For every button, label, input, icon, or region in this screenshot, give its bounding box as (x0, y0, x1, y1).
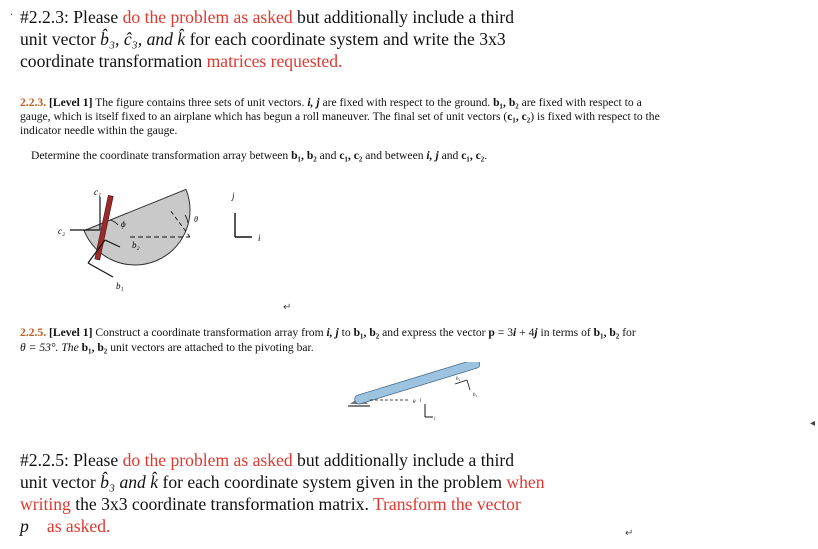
label-phi: ϕ (121, 219, 126, 229)
side-marker: ◂ (810, 418, 816, 429)
label-i: i (434, 417, 436, 422)
paragraph-return-mark-2: ↵ (625, 528, 634, 539)
label-b1: b₁ (116, 281, 124, 291)
label-i: i (258, 233, 261, 243)
label-theta: θ (413, 400, 416, 405)
label-b2: b₂ (132, 240, 140, 250)
tb225-line2: θ = 53°. The b₁, b₂ unit vectors are attached to the pivoting bar. (20, 341, 314, 354)
tb225-line1: 2.2.5. [Level 1] Construct a coordinate transformation array from i, j to b₁, b₂ and express the vector p = 3i + 4j in terms of b₁, b₂ for (20, 326, 636, 339)
paragraph-return-mark: ↵ (283, 302, 292, 313)
tb223-determine: Determine the coordinate transformation array between b₁, b₂ and c₁, c₂ and between i, j and c₁, c₂. (31, 149, 488, 162)
label-c2: c₂ (58, 226, 66, 236)
problem-225-line2: unit vector b̂₃ and k̂ for each coordinate system given in the problem when (20, 472, 545, 492)
problem-223-line1: #2.2.3: Please do the problem as asked but additionally include a third (20, 7, 514, 27)
label-theta: θ (194, 215, 198, 224)
label-j: j (420, 398, 422, 403)
problem-223-line2: unit vector b̂₃, ĉ₃, and k̂ for each coordinate system and write the 3x3 (20, 29, 506, 49)
pivoting-bar (354, 362, 481, 405)
tb223-line2: gauge, which is itself fixed to an airplane which has begun a roll maneuver. The final set of unit vectors (c₁, c₂) is fixed with respect to the (20, 110, 660, 123)
label-b1: b₁ (456, 377, 461, 382)
problem-225-line3: writing the 3x3 coordinate transformation matrix. Transform the vector (20, 494, 521, 514)
label-c1: c₁ (94, 187, 102, 197)
problem-225-line4: p⃗ as asked. (20, 516, 111, 536)
b1-arrow-line (88, 263, 113, 277)
bullet-marker: · (10, 10, 14, 21)
tb223-line1: 2.2.3. [Level 1] The figure contains three sets of unit vectors. i, j are fixed with respect to the ground. b₁, b₂ are fixed with respect to a (20, 96, 642, 109)
tb223-line3: indicator needle within the gauge. (20, 124, 178, 137)
problem-225-line1: #2.2.5: Please do the problem as asked but additionally include a third (20, 450, 514, 470)
problem-223-line3: coordinate transformation matrices requested. (20, 51, 343, 71)
label-j: j (232, 191, 235, 201)
label-b2: b₂ (473, 393, 478, 398)
pivot-bar-figure (340, 362, 510, 424)
gauge-figure (40, 185, 290, 305)
b2-line (467, 380, 470, 390)
